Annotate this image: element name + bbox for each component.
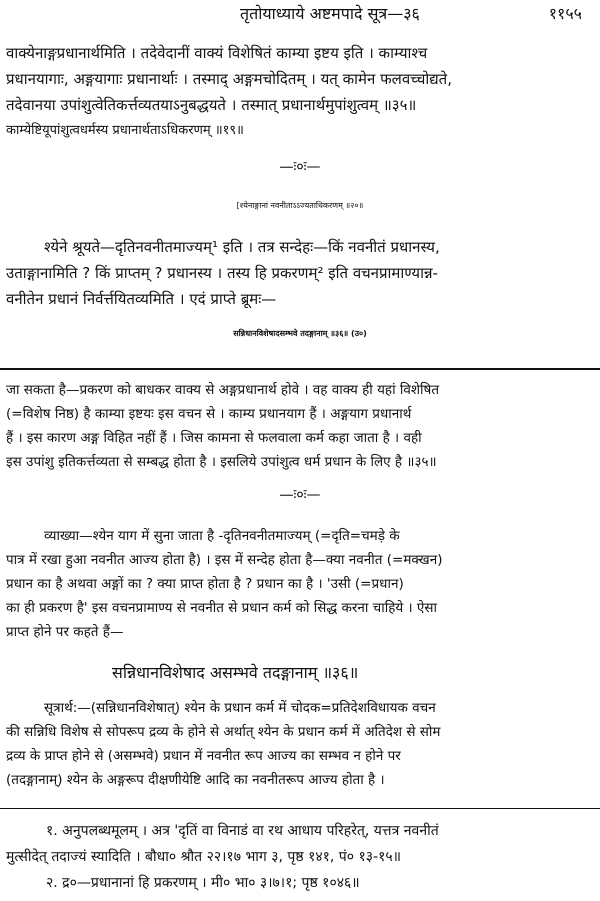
hindi-line: सूत्रार्थ:—(सन्निधानविशेषात्) श्येन के प्रधान कर्म में चोदक=प्रतिदेशविधायक वचन [44,700,436,716]
running-header [0,2,600,26]
sutra-heading: सन्निधानविशेषादसम्भवे तदङ्गानाम् ॥३६॥ (उ०) [233,329,367,338]
section-separator: —ः०ः— [279,487,321,503]
footnote-line: २. द्र०—प्रधानानां हि प्रकरणम् । मी० भा० ३।७।१; पृष्ठ १०४६॥ [46,875,360,891]
hindi-line: द्रव्य के प्राप्त होने से (असम्भवे) प्रधान में नवनीत रूप आज्य का सम्भव न होने पर [6,748,401,764]
footnote-line: मुत्सीदेत् तदाज्यं स्यादिति । बौधा० श्रौत २२।१७ भाग ३, पृष्ठ १४१, पं० १३-१५॥ [6,849,402,865]
sanskrit-line: उताङ्गानामिति ? किं प्राप्तम् ? प्रधानस्य । तस्य हि प्रकरणम्² इति वचनप्रामाण्यान्न- [6,264,438,282]
footnote-rule [0,808,600,809]
hindi-line: (=विशेष निष्ठ) है काम्या इष्टयः इस वचन से । काम्य प्रधानयाग हैं । अङ्गयाग प्रधानार्थ [6,406,412,422]
adhikarana-end: काम्येष्टियूपांशुत्वधर्मस्य प्रधानार्थताऽधिकरणम् ॥१९॥ [6,123,244,138]
sutra-repeat: सन्निधानविशेषाद असम्भवे तदङ्गानाम् ॥३६॥ [112,663,359,682]
divider-rule [0,368,600,370]
page-number: ११५५ [548,4,582,23]
sanskrit-line: प्रधानयागाः, अङ्गयागाः प्रधानार्थाः । तस्माद् अङ्गमचोदितम् । यत् कामेन फलवच्चोद्यते, [6,70,452,88]
hindi-line: की सन्निधि विशेष से सोपरूप द्रव्य के होने से अर्थात् श्येन के प्रधान कर्म में अतिदेश से सोम [6,724,441,740]
hindi-line: इस उपांशु इतिकर्त्तव्यता से सम्बद्ध होता है । इसलिये उपांशुत्व धर्म प्रधान के लिए है ॥३५॥ [6,454,437,470]
hindi-line: जा सकता है—प्रकरण को बाधकर वाक्य से अङ्गप्रधानार्थ होवे । वह वाक्य ही यहां विशेषित [6,382,440,398]
adhikarana-title: [श्येनाङ्गानां नवनीताऽऽज्यताधिकरणम् ॥२०॥ [236,201,364,210]
sanskrit-line: तदेवानया उपांशुत्वेतिकर्त्तव्यतयाऽनुबद्धयते । तस्मात् प्रधानार्थमुपांशुत्वम् ॥३५॥ [6,96,417,114]
hindi-line: व्याख्या—श्येन याग में सुना जाता है -दृतिनवनीतमाज्यम् (=दृति=चमड़े के [44,528,400,544]
section-separator: —ः०ः— [279,159,321,175]
sanskrit-line: श्येने श्रूयते—दृतिनवनीतमाज्यम्¹ इति । तत्र सन्देहः—किं नवनीतं प्रधानस्य, [44,238,440,256]
hindi-line: (तदङ्गानाम्) श्येन के अङ्गरूप दीक्षणीयेष्टि आदि का नवनीतरूप आज्य होता है । [6,772,385,788]
hindi-line: प्राप्त होने पर कहते हैं— [6,624,124,640]
header-title: तृतोयाध्याये अष्टमपादे सूत्र—३६ [240,4,420,23]
hindi-line: प्रधान का है अथवा अङ्गों का ? क्या प्राप्त होता है ? प्रधान का है । 'उसी (=प्रधान) [6,576,404,592]
hindi-line: का ही प्रकरण है' इस वचनप्रामाण्य से नवनीत से प्रधान कर्म को सिद्ध करना चाहिये । ऐसा [6,600,437,616]
hindi-line: हैं । इस कारण अङ्ग विहित नहीं हैं । जिस कामना से फलवाला कर्म कहा जाता है । वही [6,430,422,446]
sanskrit-line: वाक्येनाङ्गप्रधानार्थमिति । तदेवेदानीं वाक्यं विशेषितं काम्या इष्टय इति । काम्याश्च [6,44,428,62]
hindi-line: पात्र में रखा हुआ नवनीत आज्य होता है) । इस में सन्देह होता है—क्या नवनीत (=मक्खन) [6,552,443,568]
footnote-line: १. अनुपलब्धमूलम् । अत्र 'दृतिं वा विनाडं वा रथ आधाय परिहरेत्, यत्तत्र नवनीतं [46,823,439,839]
sanskrit-line: वनीतेन प्रधानं निर्वर्त्तयितव्यमिति । एदं प्राप्ते ब्रूमः— [6,290,277,308]
